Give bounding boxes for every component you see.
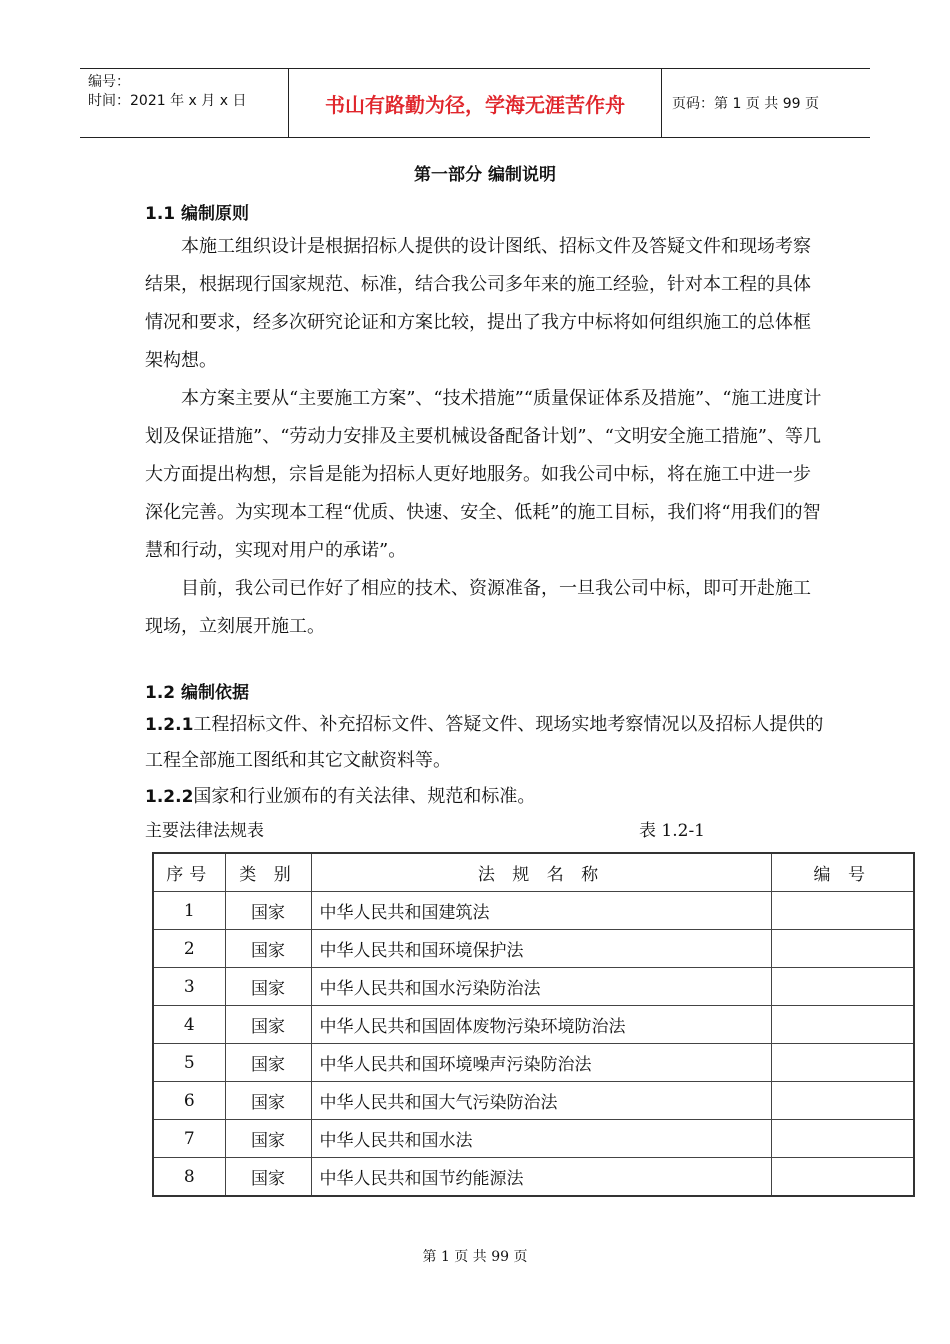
table-row (153, 930, 914, 968)
part-title: 第一部分 编制说明 (414, 165, 556, 185)
column-header-code: 编 号 (771, 853, 914, 892)
header-meta (80, 69, 288, 137)
row-law-name: 中华人民共和国建筑法 (311, 892, 771, 930)
table-header-row (153, 853, 914, 892)
column-header-name: 法 规 名 称 (311, 853, 771, 892)
paragraph-principle-1: 本施工组织设计是根据招标人提供的设计图纸、招标文件及答疑文件和现场考察结果，根据现行国家规范、标准，结合我公司多年来的施工经验，针对本工程的具体情况和要求，经多次研究论证和方案比较，提出了我方中标将如何组织施工的总体框架构想。 (145, 236, 811, 371)
row-number: 3 (153, 968, 225, 1006)
row-code (771, 1158, 914, 1197)
laws-table (152, 852, 915, 1197)
table-row (153, 968, 914, 1006)
row-law-name: 中华人民共和国大气污染防治法 (311, 1082, 771, 1120)
row-code (771, 968, 914, 1006)
section-title-1-1: 1.1 编制原则 (145, 204, 250, 224)
row-code (771, 892, 914, 930)
column-header-type: 类 别 (225, 853, 311, 892)
section-title-1-2: 1.2 编制依据 (145, 683, 250, 703)
row-type: 国家 (225, 892, 311, 930)
table-row (153, 1120, 914, 1158)
table-row (153, 1082, 914, 1120)
row-code (771, 1082, 914, 1120)
row-law-name: 中华人民共和国环境保护法 (311, 930, 771, 968)
table-row (153, 892, 914, 930)
table-caption: 主要法律法规表 (145, 821, 264, 841)
basis-item-2-number: 1.2.2 (145, 787, 194, 807)
row-number: 7 (153, 1120, 225, 1158)
row-law-name: 中华人民共和国固体废物污染环境防治法 (311, 1006, 771, 1044)
page-header (80, 68, 870, 138)
time-label: 时间：2021 年 x 月 x 日 (88, 93, 247, 109)
basis-item-1-number: 1.2.1 (145, 715, 194, 735)
row-type: 国家 (225, 930, 311, 968)
row-type: 国家 (225, 1158, 311, 1197)
row-law-name: 中华人民共和国水法 (311, 1120, 771, 1158)
column-header-no: 序号 (153, 853, 225, 892)
row-code (771, 930, 914, 968)
row-type: 国家 (225, 1044, 311, 1082)
page-footer: 第 1 页 共 99 页 (422, 1249, 528, 1265)
row-number: 6 (153, 1082, 225, 1120)
row-law-name: 中华人民共和国节约能源法 (311, 1158, 771, 1197)
header-page-info: 页码：第 1 页 共 99 页 (672, 96, 819, 112)
basis-item-1-text: 工程招标文件、补充招标文件、答疑文件、现场实地考察情况以及招标人提供的工程全部施工图纸和其它文献资料等。 (145, 714, 824, 771)
table-row (153, 1044, 914, 1082)
doc-number-label: 编号： (88, 74, 130, 90)
row-type: 国家 (225, 968, 311, 1006)
basis-item-1 (145, 707, 825, 779)
table-number: 表 1.2-1 (639, 821, 705, 841)
document-body (145, 150, 825, 845)
basis-item-2 (145, 779, 825, 815)
row-number: 8 (153, 1158, 225, 1197)
table-caption-row (145, 817, 705, 845)
paragraph-principle-2: 本方案主要从“主要施工方案”、“技术措施”“质量保证体系及措施”、“施工进度计划及保证措施”、“劳动力安排及主要机械设备配备计划”、“文明安全施工措施”、等几大方面提出构想，宗旨是能为招标人更好地服务。如我公司中标，将在施工中进一步深化完善。为实现本工程“优质、快速、安全、低耗”的施工目标，我们将“用我们的智慧和行动，实现对用户的承诺”。 (145, 388, 822, 561)
header-motto: 书山有路勤为径，学海无涯苦作舟 (288, 69, 662, 137)
row-number: 4 (153, 1006, 225, 1044)
row-number: 2 (153, 930, 225, 968)
row-type: 国家 (225, 1120, 311, 1158)
row-type: 国家 (225, 1082, 311, 1120)
row-law-name: 中华人民共和国水污染防治法 (311, 968, 771, 1006)
row-number: 1 (153, 892, 225, 930)
row-type: 国家 (225, 1006, 311, 1044)
basis-item-2-text: 国家和行业颁布的有关法律、规范和标准。 (193, 786, 536, 807)
row-code (771, 1120, 914, 1158)
row-number: 5 (153, 1044, 225, 1082)
paragraph-principle-3: 目前，我公司已作好了相应的技术、资源准备，一旦我公司中标，即可开赴施工现场，立刻展开施工。 (145, 578, 811, 637)
row-code (771, 1044, 914, 1082)
table-row (153, 1158, 914, 1197)
table-row (153, 1006, 914, 1044)
row-code (771, 1006, 914, 1044)
row-law-name: 中华人民共和国环境噪声污染防治法 (311, 1044, 771, 1082)
